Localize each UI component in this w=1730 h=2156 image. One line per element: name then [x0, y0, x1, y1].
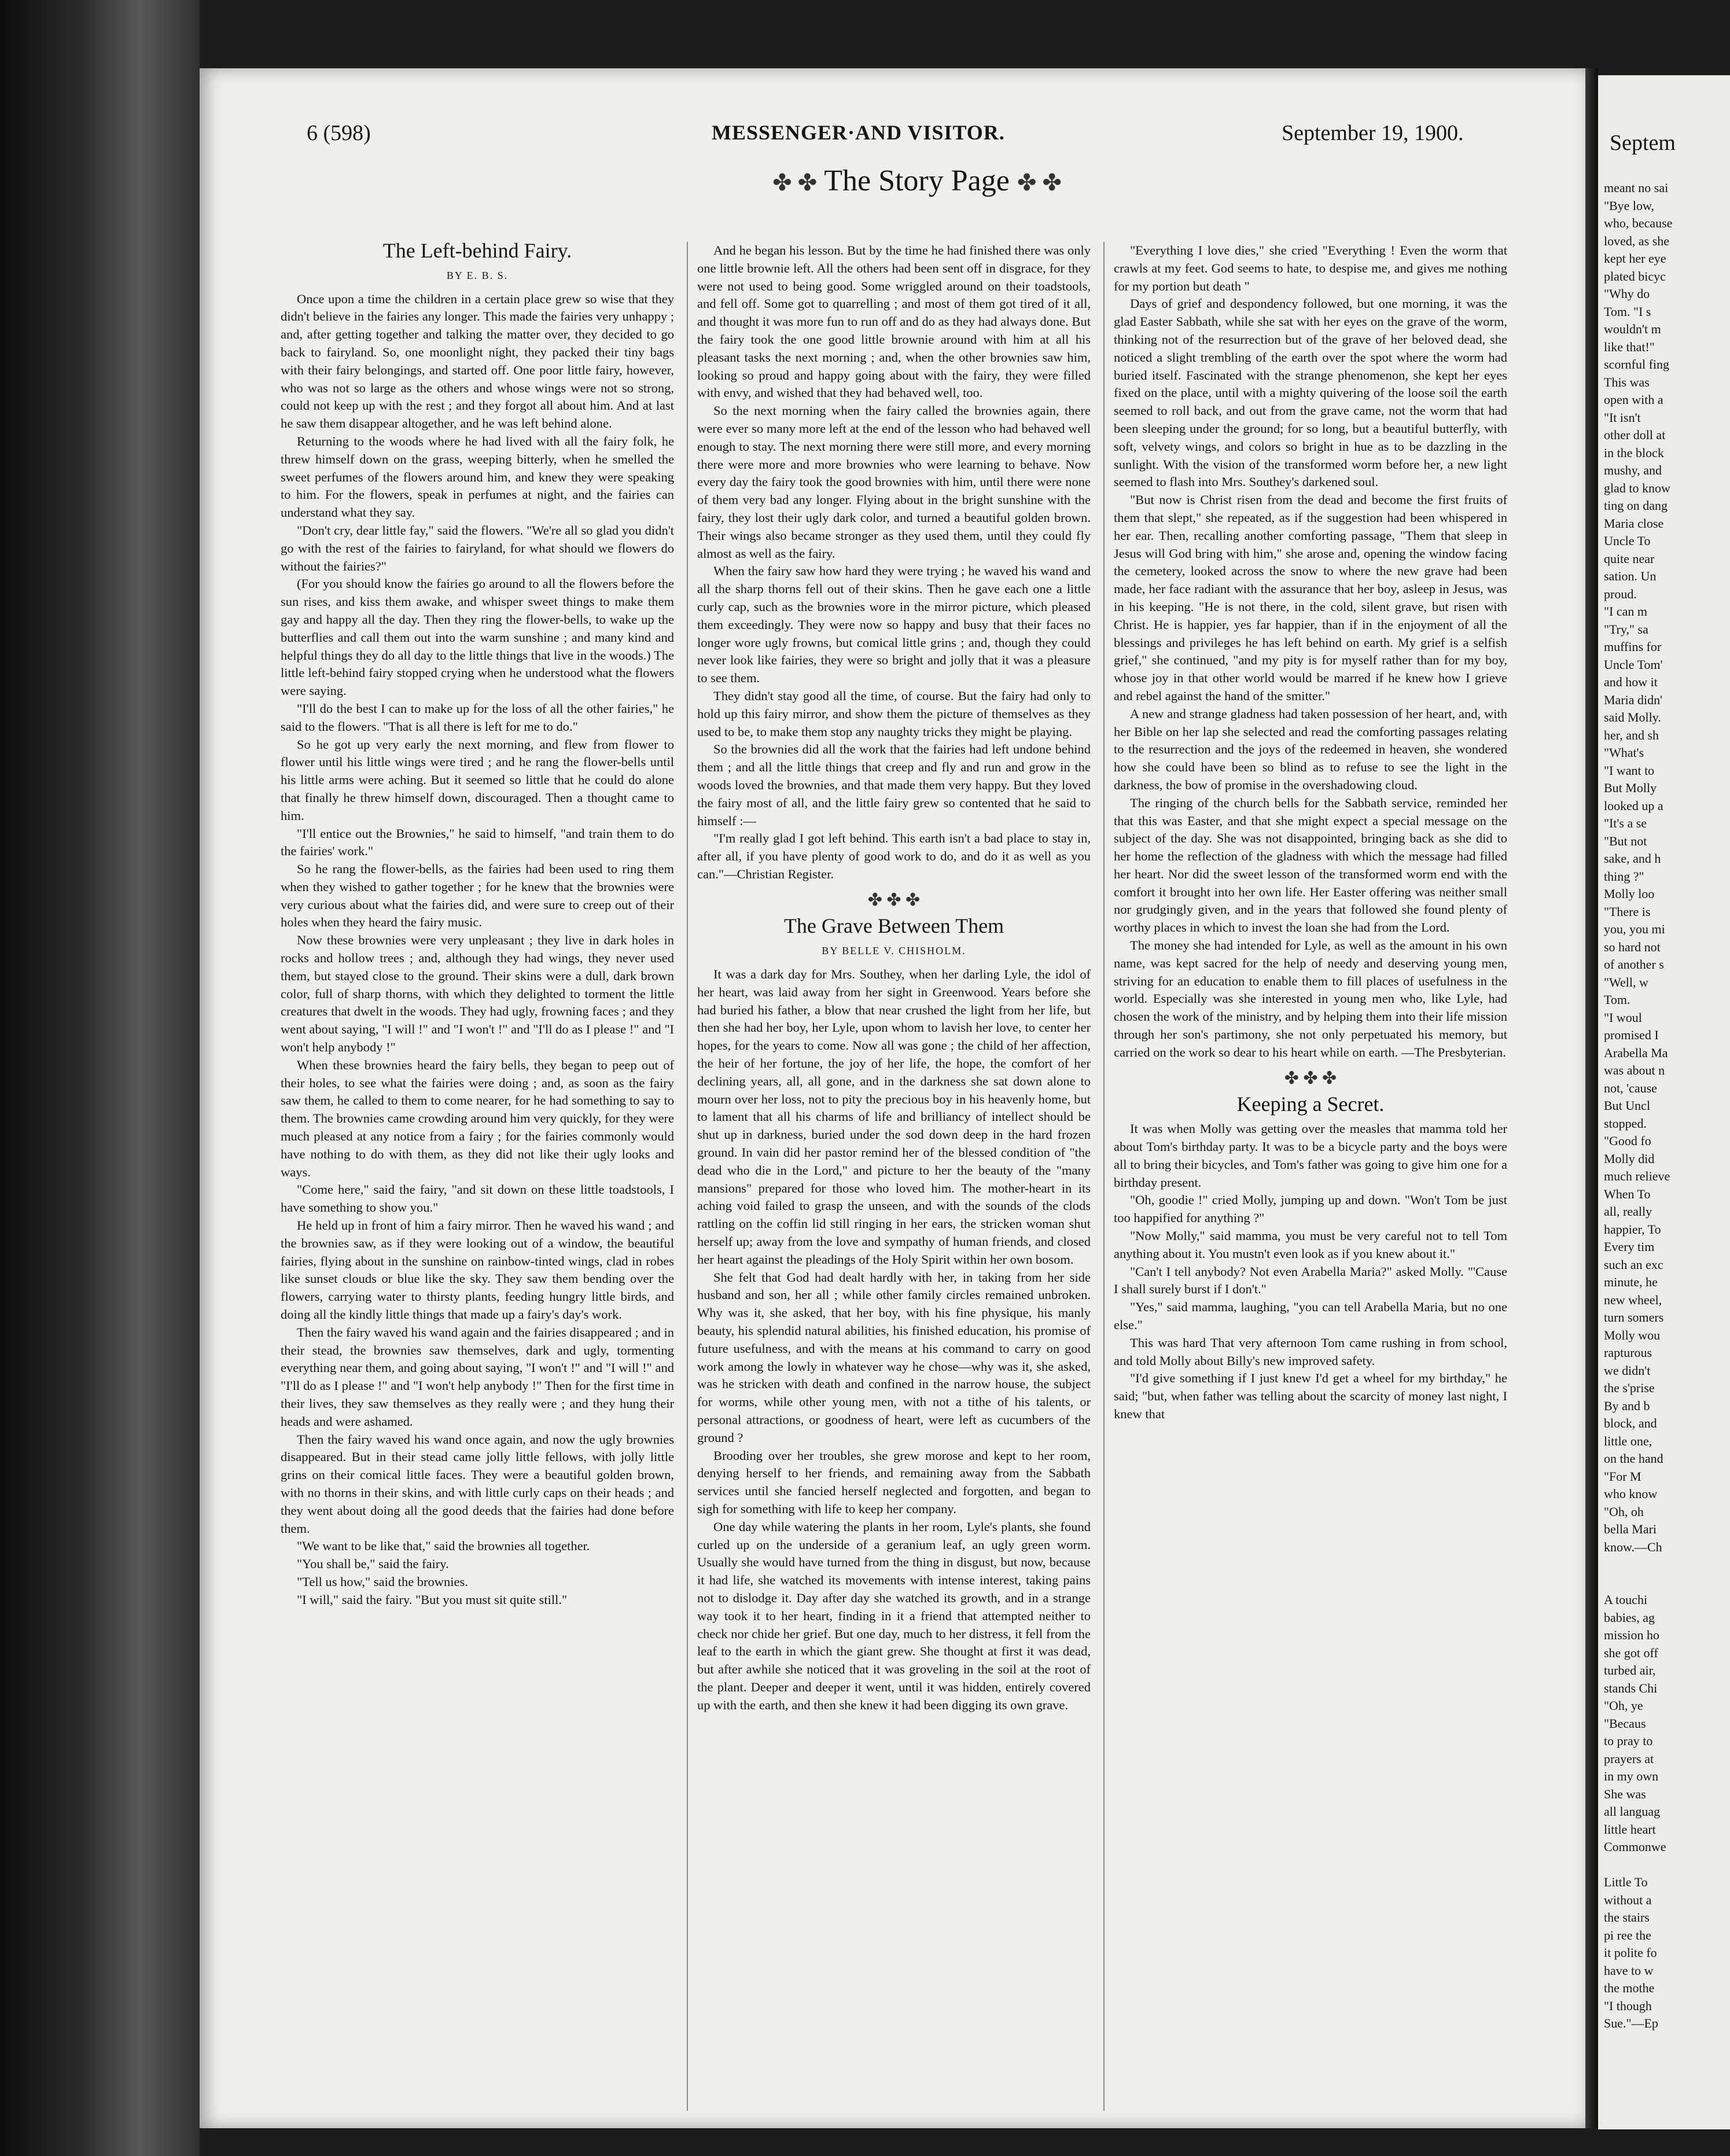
facing-line: little one,: [1604, 1433, 1652, 1448]
masthead: MESSENGER·AND VISITOR.: [712, 121, 1005, 144]
paragraph: And he began his lesson. But by the time he had finished there was only one little brownie left. All the others had been sent off in disgrace, for they were not used to being good. Some wriggled around on their toadstools, and fell off. Some got to quarrelling ; and most of them got tired of it all, and thought it was more fun to run off and do as they had always done. But the fairy took the one good little brownie around with him at all his pleasant tasks the next morning ; and, when the other brownies saw him, looking so proud and happy going about with the fairy, they were filled with envy, and wished that they had behaved well, too.: [697, 243, 1091, 400]
facing-line: who, because: [1604, 216, 1673, 230]
facing-line: quite near: [1604, 551, 1655, 566]
facing-line: have to w: [1604, 1963, 1654, 1978]
facing-page-header: Septem: [1610, 131, 1676, 155]
facing-line: little heart: [1604, 1822, 1656, 1837]
facing-line: other doll at: [1604, 428, 1666, 442]
facing-line: "It isn't: [1604, 410, 1641, 425]
facing-line: know.—Ch: [1604, 1539, 1662, 1554]
facing-line: Molly loo: [1604, 886, 1655, 901]
paragraph: Then the fairy waved his wand once again, and now the ugly brownies disappeared. But in their stead came jolly little fellows, with jolly little grins on their comical little faces. They were a beautiful golden brown, with no thorns in their skins, and with little curly caps on their heads ; and they went about doing all the good deeds that the fairies had done before them.: [281, 1432, 674, 1536]
facing-line: block, and: [1604, 1416, 1657, 1430]
facing-line: pi ree the: [1604, 1927, 1651, 1942]
facing-line: to pray to: [1604, 1734, 1653, 1748]
paragraph: "But now is Christ risen from the dead and become the first fruits of them that slept," she repeated, as if the suggestion had been whispered in her ear. Then, recalling another comforting passage, "Them that sleep in Jesus will God bring with him," she arose and, opening the window facing the cemetery, looked across the snow to where the new grave had been made, her face radiant with the assurance that her boy, asleep in Jesus, was in his keeping. "He is not there, in the cold, silent grave, but risen with Christ. He is happier, yes far happier, than if in the enjoyment of all the blessings and privileges he has left behind on earth. My grief is a selfish grief," she continued, "and my pity is for myself rather than for my boy, whose joy in that other world would be marred if he knew how I grieve and rebel against the hand of the smitter.": [1114, 492, 1507, 703]
facing-line: "There is: [1604, 904, 1651, 919]
facing-line: Maria close: [1604, 516, 1664, 531]
facing-line: said Molly.: [1604, 710, 1661, 724]
paragraph: Once upon a time the children in a certain place grew so wise that they didn't believe in the fairies any longer. This made the fairies very unhappy ; and, after getting together and talking the matter over, they decided to go back to fairyland. So, one moonlight night, they packed their tiny bags with their fairy belongings, and started off. One poor little fairy, however, who was not so large as the others and whose wings were not so strong, could not keep up with the rest ; and they forgot all about him. And at last he saw them disappear altogether, and he was left behind alone.: [281, 291, 674, 431]
facing-line: "Oh, ye: [1604, 1698, 1643, 1713]
facing-line: bella Mari: [1604, 1522, 1657, 1536]
paragraph: "I'd give something if I just knew I'd get a wheel for my birthday," he said; "but, when father was telling about the scarcity of money last night, I knew that: [1114, 1371, 1507, 1421]
paragraph: "Yes," said mamma, laughing, "you can tell Arabella Maria, but no one else.": [1114, 1300, 1507, 1333]
facing-line: wouldn't m: [1604, 322, 1661, 336]
facing-line: much relieve: [1604, 1169, 1670, 1183]
facing-line: A touchi: [1604, 1592, 1648, 1607]
paragraph: He held up in front of him a fairy mirror. Then he waved his wand ; and the brownies saw, as if they were looking out of a window, the beautiful fairies, flying about in the sunshine on rainbow-tinted wings, clad in robes like sunset clouds or blue like the sky. They saw them bending over the flowers, carrying water to thirsty plants, feeding hungry little birds, and doing all the kindly little things that made up a fairy's day's work.: [281, 1218, 674, 1322]
paragraph: (For you should know the fairies go around to all the flowers before the sun rises, and kiss them awake, and whisper sweet things to make them gay and happy all the day. Then they ring the flower-bells, to wake up the butterflies and call them out into the warm sunshine ; and many kind and helpful things they do all day to the little things that live in the woods.) The little left-behind fairy stopped crying when he understood what the flowers were saying.: [281, 576, 674, 698]
paragraph: "Don't cry, dear little fay," said the flowers. "We're all so glad you didn't go with the rest of the fairies to fairyland, for what should we flowers do without the fairies?": [281, 523, 674, 573]
facing-line: her, and sh: [1604, 727, 1659, 742]
facing-line: plated bicyc: [1604, 268, 1666, 284]
paragraph: Returning to the woods where he had lived with all the fairy folk, he threw himself down on the grass, weeping bitterly, when he smelled the sweet perfumes of the flowers around him, and knew they were speaking to him. For the flowers, speak in perfumes at night, and the fairies can understand what they say.: [281, 433, 674, 520]
article-body-grave: [697, 966, 1091, 1714]
article-byline-grave: BY BELLE V. CHISHOLM.: [822, 945, 966, 957]
paragraph: So he rang the flower-bells, as the fairies had been used to ring them when they wished to gather together ; for he knew that the brownies were very curious about what the fairies did, and were sure to creep out of their holes when they heard the fairy music.: [281, 862, 674, 930]
paragraph: Brooding over her troubles, she grew morose and kept to her room, denying herself to her friends, and remaining away from the Sabbath services until she fancied herself neglected and forgotten, and began to sigh for something with life to keep her company.: [697, 1448, 1091, 1516]
facing-line: and how it: [1604, 675, 1658, 689]
facing-line: all languag: [1604, 1804, 1661, 1819]
facing-line: "Try," sa: [1604, 621, 1648, 637]
facing-line: scornful fing: [1604, 357, 1670, 371]
facing-line: stands Chi: [1604, 1680, 1658, 1695]
facing-line: new wheel,: [1604, 1292, 1662, 1307]
facing-line: Sue."—Ep: [1604, 2016, 1658, 2030]
paragraph: She felt that God had dealt hardly with her, in taking from her side husband and son, her all ; while other family circles remained unbroken. Why was it, she asked, that her boy, with his fine physique, his manly beauty, his splendid natural abilities, his finished education, his promise of future usefulness, and with the means at his command to carry on good work among the lowly in whatever way he chose—why was it, she asked, was he stricken with death and confined in the narrow house, the subject for worms, while other young men, with not a tithe of his talents, or personal attractions, or goodness of heart, were left as cucumbers of the ground ?: [697, 1270, 1091, 1445]
section-title: [697, 164, 1137, 198]
facing-line: "But not: [1604, 833, 1647, 848]
book-binding: [0, 0, 200, 2156]
paragraph: Then the fairy waved his wand again and the fairies disappeared ; and in their stead, the brownies saw themselves, dark and ugly, tormenting everything near them, and going about saying, "I won't !" and "I will !" and "I'll do as I please !" and "I won't help anybody !" Then for the first time in their lives, they saw themselves as they really were ; and they hung their heads and were ashamed.: [281, 1324, 674, 1429]
facing-line: on the hand: [1604, 1451, 1663, 1466]
facing-line: open with a: [1604, 392, 1663, 407]
paragraph: So he got up very early the next morning, and flew from flower to flower until his little wings were tired ; and he rang the flower-bells until his little arms were aching. But it seemed so little that he could do alone that finally he threw himself down, discouraged. Then a thought came to him.: [281, 737, 674, 823]
facing-line: mushy, and: [1604, 463, 1662, 477]
newspaper-page: [200, 68, 1585, 2128]
paragraph: So the brownies did all the work that the fairies had left undone behind them ; and all the little things that creep and fly and run and grow in the woods loved the brownies, and that made them very happy. But they loved the fairy most of all, and the little fairy grew so contented that he said to himself :—: [697, 742, 1091, 828]
paragraph: "Now Molly," said mamma, you must be very careful not to tell Tom anything about it. You mustn't even look as if you knew about it.": [1114, 1228, 1507, 1261]
facing-line: Tom.: [1604, 992, 1630, 1007]
facing-line: thing ?": [1604, 869, 1644, 884]
paragraph: "Everything I love dies," she cried "Everything ! Even the worm that crawls at my feet. God seems to hate, to despise me, and gives me nothing for my portion but death ": [1114, 243, 1507, 293]
facing-line: of another s: [1604, 957, 1664, 972]
facing-line: Maria didn': [1604, 692, 1663, 707]
facing-line: muffins for: [1604, 639, 1662, 654]
article-title-fairy: The Left-behind Fairy.: [382, 239, 572, 262]
paragraph: When these brownies heard the fairy bells, they began to peep out of their holes, to see what the fairies were doing ; and, as soon as the fairy saw them, he called to them to come nearer, for he had something to say to them. The brownies came crowding around him very quickly, for they were much pleased at any notice from a fairy ; for the fairies commonly would have nothing to do with them, as they did not like their ugly looks and ways.: [281, 1057, 674, 1179]
facing-line: loved, as she: [1604, 233, 1670, 248]
facing-line: proud.: [1604, 586, 1637, 601]
facing-line: rapturous: [1604, 1345, 1652, 1360]
facing-line: like that!": [1604, 339, 1655, 354]
facing-line: Uncle To: [1604, 534, 1651, 548]
facing-line: glad to know: [1604, 480, 1670, 495]
article-body-grave-cont: [1114, 242, 1507, 1062]
article-title-grave: The Grave Between Them: [783, 914, 1004, 938]
paragraph: The money she had intended for Lyle, as well as the amount in his own name, was kept sacred for the help of needy and deserving young men, striving for an education to enable them to fill places of usefulness in the world. Especially was she interested in young men who, like Lyle, had chosen the work of the ministry, and by helping them into their life mission through her son's partimony, she not only perpetuated his memory, but carried on the work so dear to his heart while on earth. —The Presbyterian.: [1114, 938, 1507, 1059]
facing-line: who know: [1604, 1487, 1658, 1501]
facing-line: happier, To: [1604, 1222, 1661, 1237]
facing-line: By and b: [1604, 1398, 1650, 1413]
facing-line: she got off: [1604, 1645, 1658, 1660]
facing-line: "It's a se: [1604, 816, 1647, 830]
facing-line: Uncle Tom': [1604, 657, 1663, 672]
facing-line: the s'prise: [1604, 1381, 1655, 1395]
paragraph: This was hard That very afternoon Tom came rushing in from school, and told Molly about Billy's new improved safety.: [1114, 1335, 1507, 1368]
article-title-secret: Keeping a Secret.: [1236, 1092, 1385, 1116]
facing-line: the mothe: [1604, 1981, 1655, 1995]
facing-line: Every tim: [1604, 1239, 1655, 1254]
paragraph: It was a dark day for Mrs. Southey, when her darling Lyle, the idol of her heart, was laid away from her sight in Greenwood. Years before she had buried his father, a blow that near crushed the light from her life, but then she had her boy, her Lyle, upon whom to lavish her love, to center her hopes, for the years to come. Now all was gone ; the child of her affection, the heir of her fortune, the joy of her life, the hope, the comfort of her declining years, all, all gone, and in the darkness she sat down alone to mourn over her loss, not to pity the precious boy in his heavenly home, but to lament that all his charms of life and brilliancy of intellect should be shut up in darkness, buried under the sod down deep in the hard frozen ground. In vain did her pastor remind her of the blessed condition of "the dead who die in the Lord," and picture to her the beauty of the "many mansions" prepared for those who loved him. The mother-heart in its aching void failed to grasp the unseen, and with the sounds of the clods rattling on the coffin lid still ringing in her ears, the stricken woman shut herself up; away from the love and sympathy of human friends, and closed her heart against the pleadings of the Holy Spirit within her own bosom.: [697, 967, 1091, 1267]
column-2: [697, 242, 1091, 1715]
facing-line: in my own: [1604, 1769, 1659, 1783]
paragraph: "Tell us how," said the brownies.: [297, 1574, 468, 1589]
facing-line: [1604, 1856, 1730, 1874]
facing-line: She was: [1604, 1786, 1646, 1801]
paragraph: One day while watering the plants in her room, Lyle's plants, she found curled up on the underside of a geranium leaf, an ugly green worm. Usually she would have turned from the thing in disgust, but now, because it had life, she watched its movements with intense interest, taking pains not to dislodge it. Day after day she watched its growth, and in a strange way took it to her heart, finding in it a friend that attempted neither to check nor chide her grief. But one day, much to her distress, it fell from the leaf to the earth in which the giant grew. She thought at first it was dead, but after awhile she noticed that it was groveling in the soil at the root of the plant. Deeper and deeper it went, until it was hidden, entirely covered up with the earth, and then she knew it had been digging its own grave.: [697, 1519, 1091, 1712]
facing-page: [1598, 75, 1730, 2129]
paragraph: "You shall be," said the fairy.: [297, 1557, 449, 1572]
facing-line: Little To: [1604, 1875, 1648, 1889]
paragraph: So the next morning when the fairy called the brownies again, there were ever so many more left at the end of the lesson who had behaved well enough to stay. The next morning there were still more, and every morning there were more and more brownies who were learning to behave. Now every day the fairy took the good brownies with him, until there were none of them very bad any longer. Flying about in the bright sunshine with the fairy, they lost their ugly dark color, and turned a beautiful golden brown. Their wings also became stronger as they used them, until they could fly almost as well as the fairy.: [697, 403, 1091, 561]
facing-line: [1604, 1574, 1730, 1592]
paragraph: "I'll entice out the Brownies," he said to himself, "and train them to do the fairies' work.": [281, 826, 674, 859]
paragraph: "We want to be like that," said the brownies all together.: [297, 1539, 590, 1554]
paragraph: "Can't I tell anybody? Not even Arabella Maria?" asked Molly. "'Cause I shall surely burst if I don't.": [1114, 1264, 1507, 1297]
paragraph: They didn't stay good all the time, of course. But the fairy had only to hold up this fairy mirror, and show them the picture of themselves as they used to be, to make them stop any naughty tricks they might be playing.: [697, 688, 1091, 739]
facing-line: Molly wou: [1604, 1327, 1661, 1342]
facing-line: "Why do: [1604, 286, 1650, 301]
facing-line: such an exc: [1604, 1257, 1663, 1272]
article-body-fairy-cont: [697, 242, 1091, 884]
facing-line: without a: [1604, 1892, 1652, 1907]
separator-ornament-icon: ✤ ✤ ✤: [867, 890, 921, 910]
facing-line: When To: [1604, 1186, 1651, 1201]
facing-line: "What's: [1604, 745, 1644, 760]
column-3: [1114, 242, 1507, 1423]
facing-line: Arabella Ma: [1604, 1045, 1668, 1060]
facing-line: meant no sai: [1604, 181, 1669, 195]
paragraph: "I will," said the fairy. "But you must sit quite still.": [297, 1592, 568, 1607]
facing-line: was about n: [1604, 1063, 1665, 1077]
page-number: 6 (598): [307, 121, 371, 145]
facing-line: turn somers: [1604, 1310, 1664, 1324]
facing-line: prayers at: [1604, 1751, 1654, 1766]
facing-line: "Becaus: [1604, 1716, 1646, 1731]
facing-line: mission ho: [1604, 1628, 1659, 1642]
paragraph: "I'll do the best I can to make up for the loss of all the other fairies," he said to the flowers. "That is all there is left for me to do.": [281, 701, 674, 734]
paragraph: Days of grief and despondency followed, but one morning, it was the glad Easter Sabbath, while she sat with her eyes on the grave of the worm, thinking not of the resurrection but of the grave of her beloved dead, she noticed a slight trembling of the earth over the spot where the worm had buried itself. Fascinated with the strange phenomenon, she kept her eyes fixed on the place, until with a mighty quivering of the loose soil the earth seemed to roll back, and out from the grave came, not the worm that had been sleeping under the ground; for so long, but a beautiful butterfly, with soft, velvety wings, and colors so bright in hue as to be dazzling in the sunlight. With the vision of the transformed worm before her, a new light seemed to flash into Mrs. Southey's darkened soul.: [1114, 296, 1507, 490]
facing-line: "For M: [1604, 1469, 1641, 1484]
paragraph: Now these brownies were very unpleasant ; they live in dark holes in rocks and hollow trees ; and, although they had wings, they never used them, but stayed close to the ground. Their skins were a dull, dark brown color, full of sharp thorns, with which they delighted to torment the little creatures that dwelt in the woods. They had ugly, frowning faces ; and they went about saying, "I will !" and "I won't !" and "I'll do as I please !" and "I won't help anybody !": [281, 933, 674, 1055]
column-rule: [1103, 242, 1105, 2111]
facing-line: babies, ag: [1604, 1610, 1655, 1625]
facing-line: kept her eye: [1604, 251, 1666, 266]
paragraph: "Come here," said the fairy, "and sit down on these little toadstools, I have something to show you.": [281, 1182, 674, 1215]
facing-line: stopped.: [1604, 1116, 1647, 1131]
facing-line: not, 'cause: [1604, 1080, 1657, 1095]
facing-line: This was: [1604, 374, 1650, 389]
paragraph: It was when Molly was getting over the measles that mamma told her about Tom's birthday party. It was to be a bicycle party and the boys were all to bring their bicycles, and Tom's father was going to give him one for a birthday present.: [1114, 1121, 1507, 1190]
facing-line: "Good fo: [1604, 1134, 1651, 1148]
paragraph: When the fairy saw how hard they were trying ; he waved his wand and all the sharp thorns fell out of their skins. Then he gave each one a little curly cap, such as the brownies wore in the mirror picture, which pleased them exceedingly. They were now so happy and busy that their faces no longer wore ugly frowns, but comical little grins ; and, though they could never look like fairies, they were so bright and jolly that it was a pleasure to see them.: [697, 564, 1091, 686]
column-rule: [687, 242, 688, 2111]
paragraph: "I'm really glad I got left behind. This earth isn't a bad place to stay in, after all, if you have plenty of good work to do, and do it as well as you can."—Christian Register.: [697, 831, 1091, 881]
section-title-text: The Story Page: [824, 164, 1010, 197]
facing-line: sake, and h: [1604, 851, 1661, 866]
paragraph: "Oh, goodie !" cried Molly, jumping up and down. "Won't Tom be just too happified for anything ?": [1114, 1193, 1507, 1226]
facing-line: promised I: [1604, 1028, 1659, 1042]
paragraph: The ringing of the church bells for the Sabbath service, reminded her that this was Easter, and that she might expect a special message on the subject of the day. She was not disappointed, bringing back as she did to her home the reflection of the gladness with which the message had filled her heart. Nor did the sweet lesson of the transformed worm end with the comfort it brought into her own life. Her Easter offering was neither small nor grudgingly given, and in the years that followed she found plenty of worthy places in which to invest the loan she had from the Lord.: [1114, 795, 1507, 935]
issue-date: September 19, 1900.: [1282, 121, 1464, 145]
facing-line: ting on dang: [1604, 498, 1668, 513]
paragraph: A new and strange gladness had taken possession of her heart, and, with her Bible on her lap she selected and read the comforting passages relating to the resurrection and the joys of the redeemed in heaven, she wondered how she could have been so blind as to refuse to see the light in the darkness, the bow of promise in the overshadowing cloud.: [1114, 706, 1507, 792]
facing-line: "Well, w: [1604, 974, 1648, 989]
facing-line: sation. Un: [1604, 569, 1657, 583]
facing-line: turbed air,: [1604, 1663, 1656, 1677]
facing-line: the stairs: [1604, 1910, 1650, 1925]
ornament-right-icon: ✤ ✤: [1017, 170, 1062, 196]
facing-line: looked up a: [1604, 798, 1663, 813]
facing-line: "Bye low,: [1604, 198, 1654, 213]
facing-line: Commonwe: [1604, 1839, 1666, 1854]
page-gutter: [1585, 68, 1598, 2128]
facing-line: minute, he: [1604, 1275, 1658, 1289]
facing-line: "I can m: [1604, 604, 1647, 619]
facing-page-text: [1604, 179, 1730, 2033]
ornament-left-icon: ✤ ✤: [772, 170, 818, 196]
facing-line: Molly did: [1604, 1151, 1655, 1166]
article-body-secret: [1114, 1120, 1507, 1423]
facing-line: "I woul: [1604, 1010, 1642, 1025]
facing-line: in the block: [1604, 445, 1664, 460]
facing-line: you, you mi: [1604, 922, 1665, 936]
facing-line: "I though: [1604, 1998, 1652, 2013]
facing-line: all, really: [1604, 1204, 1652, 1219]
separator-ornament-icon: ✤ ✤ ✤: [1284, 1068, 1337, 1088]
article-body-fairy: [281, 290, 674, 1609]
facing-line: Tom. "I s: [1604, 304, 1651, 319]
column-1: [281, 239, 674, 1609]
facing-line: But Molly: [1604, 781, 1657, 795]
facing-line: we didn't: [1604, 1363, 1651, 1378]
article-byline-fairy: BY E. B. S.: [446, 269, 509, 281]
facing-line: it polite fo: [1604, 1945, 1657, 1960]
facing-line: so hard not: [1604, 939, 1661, 954]
facing-line: But Uncl: [1604, 1098, 1651, 1113]
facing-line: "I want to: [1604, 763, 1655, 778]
facing-line: [1604, 1556, 1730, 1574]
facing-line: "Oh, oh: [1604, 1504, 1644, 1519]
